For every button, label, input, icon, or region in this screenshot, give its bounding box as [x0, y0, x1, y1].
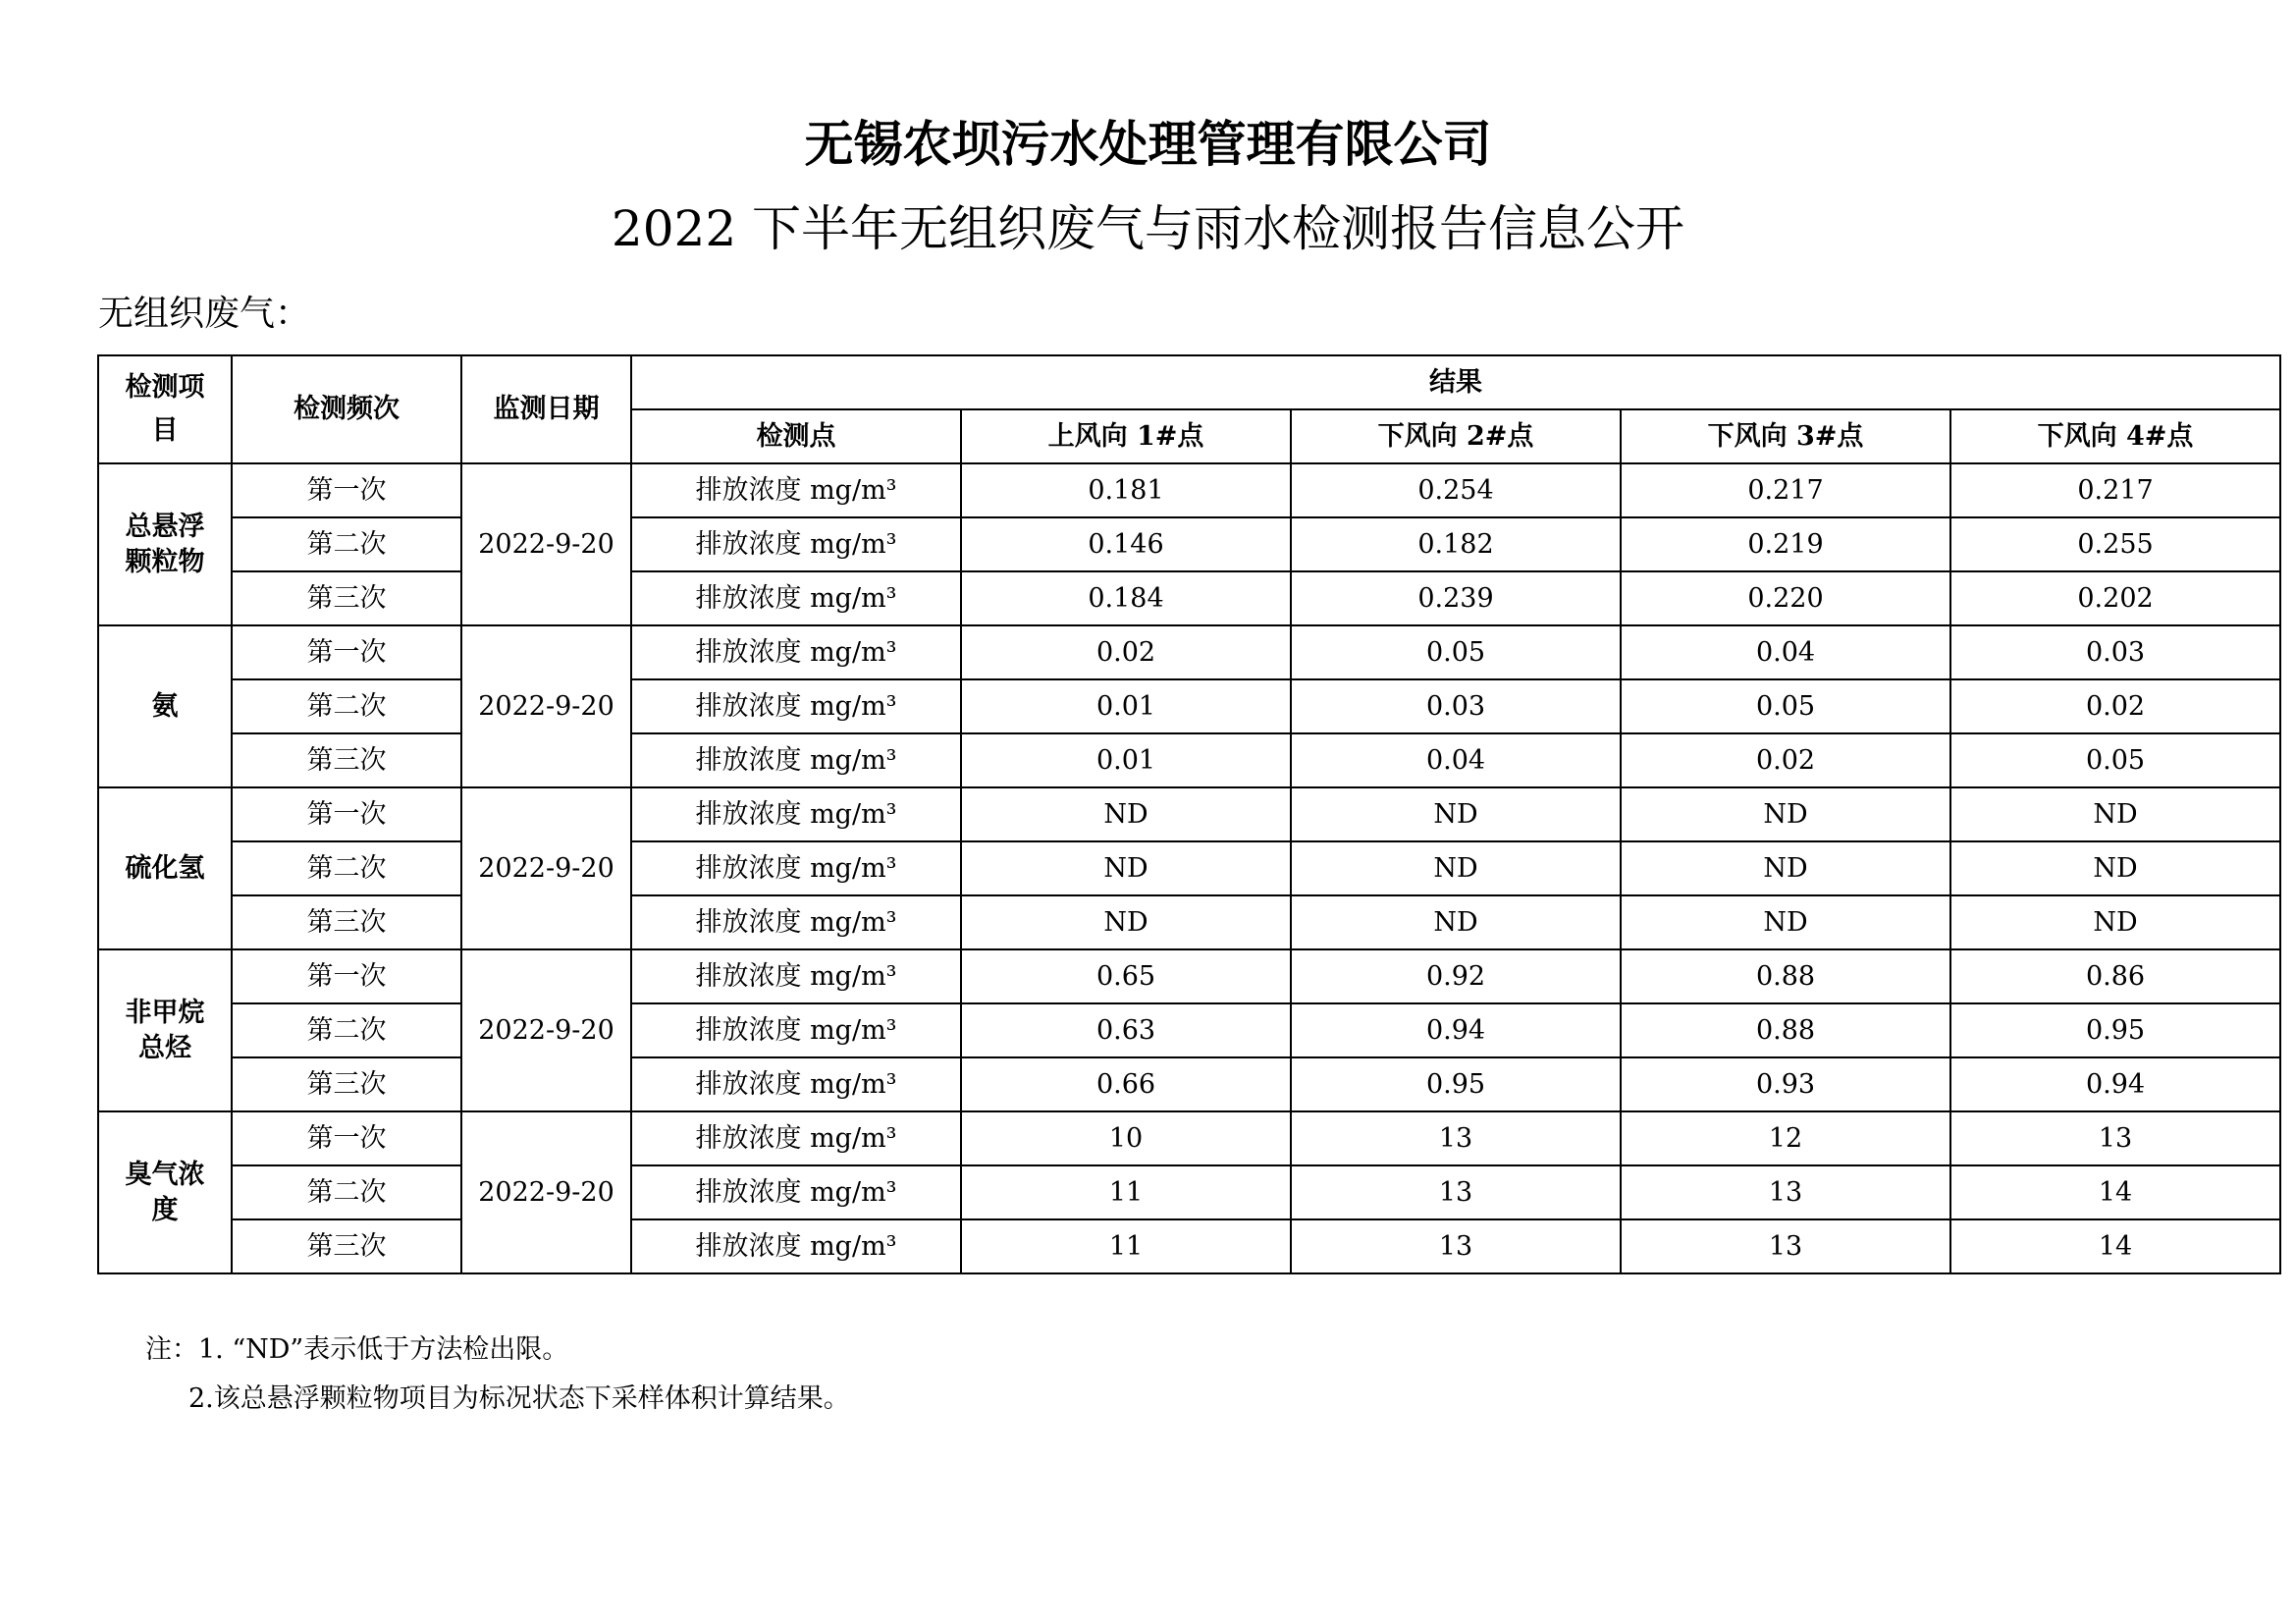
value-cell: 13 [1621, 1219, 1950, 1273]
frequency-cell: 第一次 [232, 1111, 461, 1165]
frequency-cell: 第一次 [232, 625, 461, 679]
table-row [98, 1219, 2280, 1273]
frequency-cell: 第二次 [232, 679, 461, 733]
value-cell: 0.01 [961, 679, 1291, 733]
unit-cell: 排放浓度 mg/m³ [631, 787, 961, 841]
date-cell: 2022-9-20 [461, 625, 631, 787]
frequency-cell: 第二次 [232, 1003, 461, 1057]
frequency-cell: 第一次 [232, 463, 461, 517]
value-cell: ND [1291, 787, 1621, 841]
value-cell: 0.239 [1291, 571, 1621, 625]
table-row [98, 625, 2280, 679]
value-cell: ND [1621, 787, 1950, 841]
unit-cell: 排放浓度 mg/m³ [631, 571, 961, 625]
table-row [98, 571, 2280, 625]
header-point: 检测点 [631, 409, 961, 463]
note-2: 2.该总悬浮颗粒物项目为标况状态下采样体积计算结果。 [188, 1383, 850, 1414]
value-cell: 0.66 [961, 1057, 1291, 1111]
value-cell: 0.63 [961, 1003, 1291, 1057]
value-cell: 12 [1621, 1111, 1950, 1165]
value-cell: 0.182 [1291, 517, 1621, 571]
value-cell: 0.02 [961, 625, 1291, 679]
frequency-cell: 第三次 [232, 895, 461, 949]
value-cell: 0.03 [1950, 625, 2280, 679]
value-cell: 0.217 [1950, 463, 2280, 517]
item-name-cell: 硫化氢 [98, 787, 232, 949]
frequency-cell: 第一次 [232, 949, 461, 1003]
value-cell: 10 [961, 1111, 1291, 1165]
header-date: 监测日期 [461, 355, 631, 463]
value-cell: ND [1621, 895, 1950, 949]
frequency-cell: 第一次 [232, 787, 461, 841]
table-row [98, 463, 2280, 517]
value-cell: 0.95 [1950, 1003, 2280, 1057]
frequency-cell: 第二次 [232, 841, 461, 895]
item-name-cell: 臭气浓度 [98, 1111, 232, 1273]
value-cell: 0.88 [1621, 949, 1950, 1003]
value-cell: ND [1291, 895, 1621, 949]
date-cell: 2022-9-20 [461, 463, 631, 625]
unit-cell: 排放浓度 mg/m³ [631, 463, 961, 517]
header-row-1 [98, 355, 2280, 409]
frequency-cell: 第三次 [232, 733, 461, 787]
date-cell: 2022-9-20 [461, 787, 631, 949]
value-cell: 0.92 [1291, 949, 1621, 1003]
unit-cell: 排放浓度 mg/m³ [631, 1057, 961, 1111]
unit-cell: 排放浓度 mg/m³ [631, 1111, 961, 1165]
value-cell: 0.05 [1950, 733, 2280, 787]
value-cell: 0.05 [1291, 625, 1621, 679]
value-cell: ND [961, 841, 1291, 895]
item-name-cell: 氨 [98, 625, 232, 787]
value-cell: 0.181 [961, 463, 1291, 517]
table-row [98, 1111, 2280, 1165]
table-row [98, 787, 2280, 841]
results-table [97, 354, 2281, 1274]
value-cell: ND [1950, 895, 2280, 949]
value-cell: ND [961, 787, 1291, 841]
header-p4: 下风向 4#点 [1950, 409, 2280, 463]
frequency-cell: 第三次 [232, 571, 461, 625]
header-p1: 上风向 1#点 [961, 409, 1291, 463]
header-p2: 下风向 2#点 [1291, 409, 1621, 463]
table-row [98, 841, 2280, 895]
value-cell: 0.86 [1950, 949, 2280, 1003]
table-row [98, 1165, 2280, 1219]
header-result: 结果 [631, 355, 2280, 409]
value-cell: 0.03 [1291, 679, 1621, 733]
value-cell: 0.01 [961, 733, 1291, 787]
frequency-cell: 第二次 [232, 1165, 461, 1219]
unit-cell: 排放浓度 mg/m³ [631, 841, 961, 895]
section-label: 无组织废气： [98, 294, 311, 334]
value-cell: 0.220 [1621, 571, 1950, 625]
item-name-cell: 总悬浮颗粒物 [98, 463, 232, 625]
unit-cell: 排放浓度 mg/m³ [631, 517, 961, 571]
value-cell: 14 [1950, 1165, 2280, 1219]
value-cell: 0.93 [1621, 1057, 1950, 1111]
header-item: 检测项目 [98, 355, 232, 463]
value-cell: 0.04 [1621, 625, 1950, 679]
table-row [98, 1057, 2280, 1111]
notes [145, 1326, 850, 1424]
value-cell: 0.184 [961, 571, 1291, 625]
date-cell: 2022-9-20 [461, 1111, 631, 1273]
unit-cell: 排放浓度 mg/m³ [631, 625, 961, 679]
value-cell: 11 [961, 1165, 1291, 1219]
value-cell: 0.02 [1950, 679, 2280, 733]
value-cell: 0.05 [1621, 679, 1950, 733]
value-cell: 0.65 [961, 949, 1291, 1003]
value-cell: 0.04 [1291, 733, 1621, 787]
frequency-cell: 第三次 [232, 1057, 461, 1111]
value-cell: 0.88 [1621, 1003, 1950, 1057]
value-cell: 11 [961, 1219, 1291, 1273]
frequency-cell: 第三次 [232, 1219, 461, 1273]
value-cell: ND [961, 895, 1291, 949]
unit-cell: 排放浓度 mg/m³ [631, 1219, 961, 1273]
value-cell: 0.255 [1950, 517, 2280, 571]
document-title: 无锡农坝污水处理管理有限公司 [804, 115, 1492, 173]
document-subtitle: 2022 下半年无组织废气与雨水检测报告信息公开 [611, 200, 1685, 257]
value-cell: 0.94 [1291, 1003, 1621, 1057]
unit-cell: 排放浓度 mg/m³ [631, 895, 961, 949]
unit-cell: 排放浓度 mg/m³ [631, 1003, 961, 1057]
value-cell: 13 [1291, 1219, 1621, 1273]
table-row [98, 1003, 2280, 1057]
value-cell: 0.02 [1621, 733, 1950, 787]
value-cell: 13 [1950, 1111, 2280, 1165]
value-cell: 14 [1950, 1219, 2280, 1273]
table-row [98, 895, 2280, 949]
value-cell: 13 [1291, 1111, 1621, 1165]
value-cell: 0.202 [1950, 571, 2280, 625]
table-row [98, 517, 2280, 571]
value-cell: ND [1950, 841, 2280, 895]
table-row [98, 679, 2280, 733]
value-cell: 0.146 [961, 517, 1291, 571]
table-row [98, 733, 2280, 787]
value-cell: 0.219 [1621, 517, 1950, 571]
value-cell: ND [1621, 841, 1950, 895]
value-cell: 0.95 [1291, 1057, 1621, 1111]
value-cell: 0.94 [1950, 1057, 2280, 1111]
note-1: 注：1. “ND”表示低于方法检出限。 [145, 1334, 569, 1365]
value-cell: ND [1950, 787, 2280, 841]
table-header [98, 355, 2280, 463]
value-cell: 13 [1291, 1165, 1621, 1219]
value-cell: 0.254 [1291, 463, 1621, 517]
value-cell: 13 [1621, 1165, 1950, 1219]
value-cell: ND [1291, 841, 1621, 895]
unit-cell: 排放浓度 mg/m³ [631, 1165, 961, 1219]
unit-cell: 排放浓度 mg/m³ [631, 949, 961, 1003]
frequency-cell: 第二次 [232, 517, 461, 571]
unit-cell: 排放浓度 mg/m³ [631, 733, 961, 787]
unit-cell: 排放浓度 mg/m³ [631, 679, 961, 733]
header-p3: 下风向 3#点 [1621, 409, 1950, 463]
date-cell: 2022-9-20 [461, 949, 631, 1111]
table-row [98, 949, 2280, 1003]
value-cell: 0.217 [1621, 463, 1950, 517]
header-frequency: 检测频次 [232, 355, 461, 463]
item-name-cell: 非甲烷总烃 [98, 949, 232, 1111]
table-body [98, 463, 2280, 1273]
